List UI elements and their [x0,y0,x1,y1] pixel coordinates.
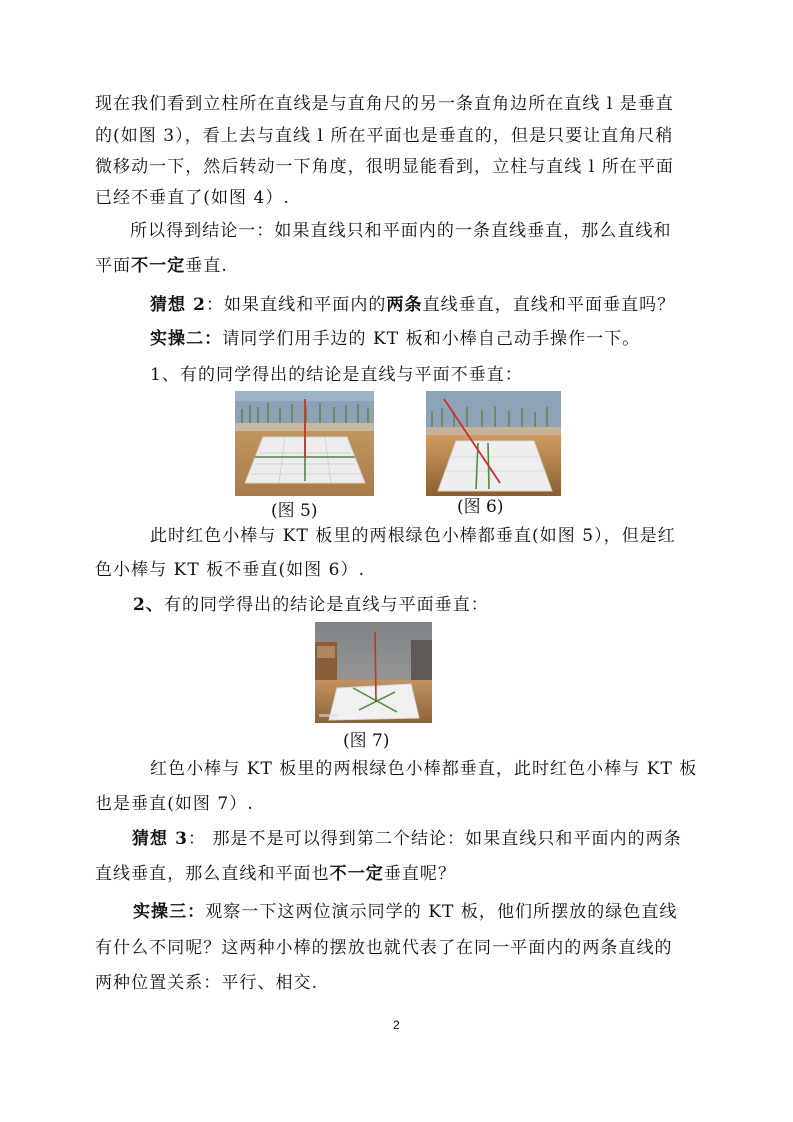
guess2-emphasis: 两条 [386,295,423,315]
guess2-text-post: 直线垂直，直线和平面垂直吗？ [422,295,676,315]
case2-number: 2、 [133,595,164,615]
guess3-emphasis: 不一定 [329,864,384,884]
guess3-line2 [95,864,456,884]
practice3-line1 [133,902,677,922]
figure6-caption: (图 6) [457,497,504,517]
guess3-text: ： 那是不是可以得到第二个结论：如果直线只和平面内的两条 [187,829,682,849]
explain2-line2: 也是垂直(如图 7）. [95,794,254,814]
figure7-photo [315,622,432,723]
conclusion1-line1: 所以得到结论一：如果直线只和平面内的一条直线垂直，那么直线和 [130,221,672,241]
figure7-caption: (图 7) [343,731,390,751]
page-number: 2 [393,1018,400,1032]
paragraph1-line2: 的(如图 3），看上去与直线 l 所在平面也是垂直的，但是只要让直角尺稍 [95,126,674,146]
conclusion1-line2-post: 垂直. [185,256,228,276]
guess3-line1 [132,829,682,849]
figure5-caption: (图 5) [271,501,318,521]
practice2-line [150,329,640,349]
explain1-line1: 此时红色小棒与 KT 板里的两根绿色小棒都垂直(如图 5），但是红 [150,526,676,546]
guess3-label: 猜想 3 [132,829,188,849]
figure6-photo [426,391,561,496]
practice3-line2: 有什么不同呢？这两种小棒的摆放也就代表了在同一平面内的两条直线的 [95,938,673,958]
paragraph1-line3: 微移动一下，然后转动一下角度，很明显能看到，立柱与直线 l 所在平面 [95,157,674,177]
practice3-label: 实操三： [133,902,206,922]
guess3-line2-pre: 直线垂直，那么直线和平面也 [95,864,330,884]
figure5-photo [235,391,374,496]
paragraph1-line1: 现在我们看到立柱所在直线是与直角尺的另一条直角边所在直线 l 是垂直 [95,94,674,114]
guess3-line2-post: 垂直呢？ [383,864,457,884]
practice2-text: 请同学们用手边的 KT 板和小棒自己动手操作一下。 [222,329,641,349]
guess2-line [150,295,675,315]
case2-text: 有的同学得出的结论是直线与平面垂直： [163,595,489,615]
conclusion1-emphasis: 不一定 [131,256,186,276]
case1-line: 1、有的同学得出的结论是直线与平面不垂直： [150,365,523,385]
conclusion1-line2 [95,256,228,276]
practice3-text: 观察一下这两位演示同学的 KT 板，他们所摆放的绿色直线 [205,902,678,922]
guess2-text-pre: ：如果直线和平面内的 [205,295,387,315]
conclusion1-line2-pre: 平面 [95,256,132,276]
practice3-line3: 两种位置关系：平行、相交. [95,973,319,993]
paragraph1-line4: 已经不垂直了(如图 4）. [95,188,290,208]
practice2-label: 实操二： [150,329,223,349]
explain1-line2: 色小棒与 KT 板不垂直(如图 6）. [95,560,366,580]
case2-line [133,595,489,615]
guess2-label: 猜想 2 [150,295,206,315]
explain2-line1: 红色小棒与 KT 板里的两根绿色小棒都垂直，此时红色小棒与 KT 板 [150,759,698,779]
